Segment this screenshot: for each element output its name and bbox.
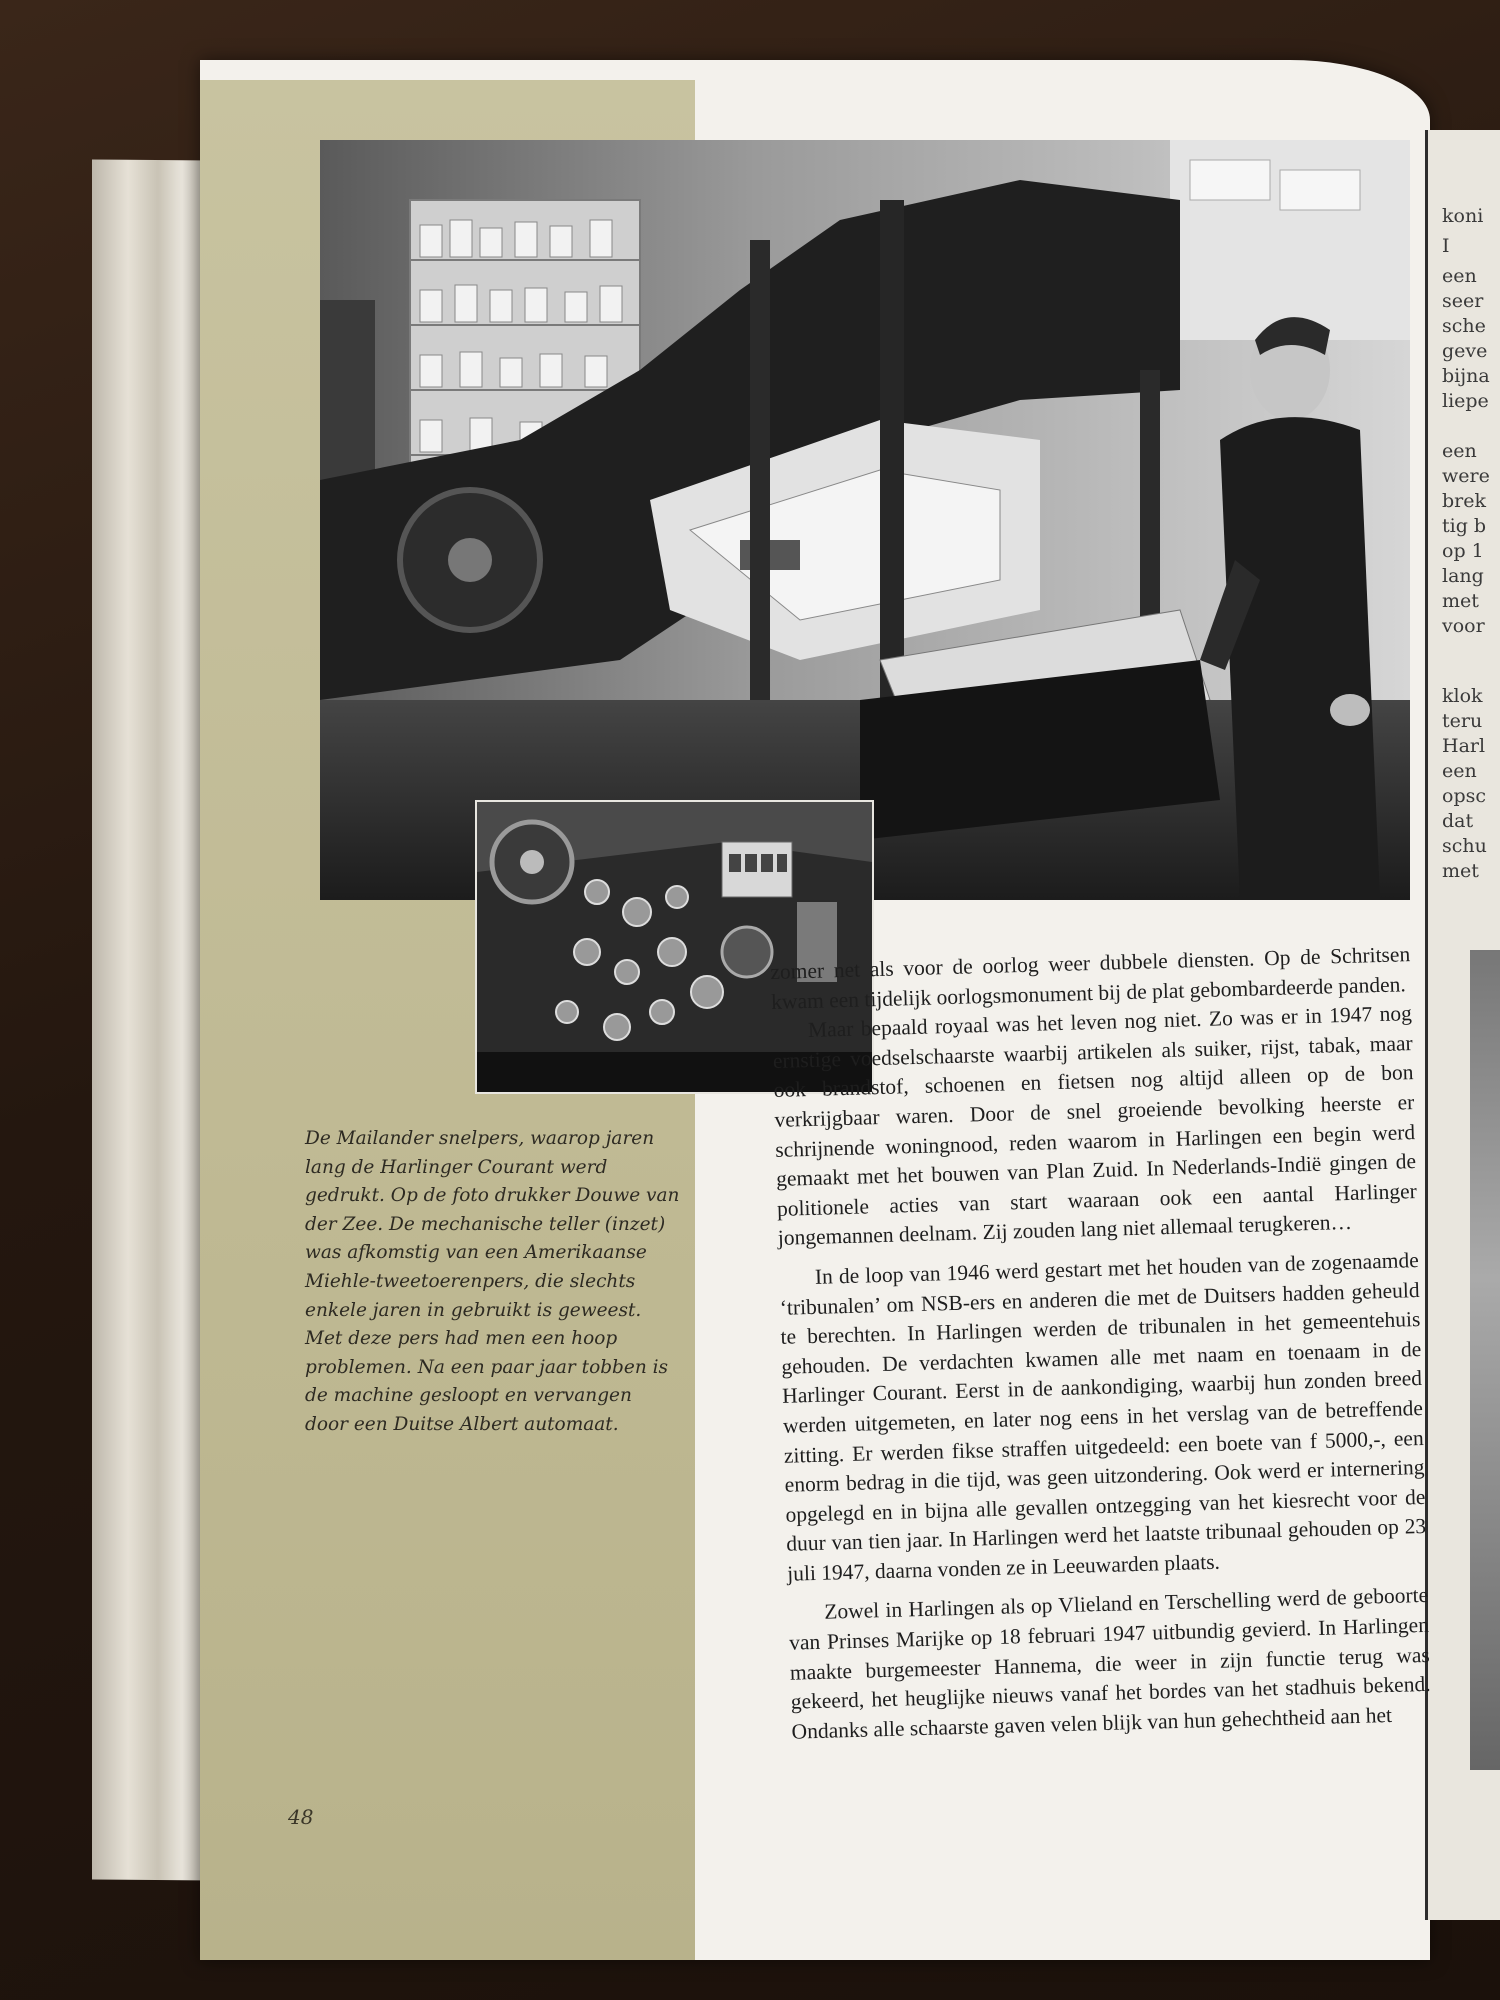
facing-page-text: met (1442, 590, 1479, 612)
facing-page-text: seer (1442, 290, 1484, 312)
facing-page-text: teru (1442, 710, 1483, 732)
body-text (770, 940, 1432, 1747)
facing-page-text: liepe (1442, 390, 1489, 412)
facing-page-text: voor (1442, 615, 1485, 637)
facing-page-text: een (1442, 440, 1477, 462)
page-stack-edge (92, 159, 212, 1880)
facing-page-text: schu (1442, 835, 1487, 857)
paragraph-2: Maar bepaald royaal was het leven nog niet. Zo was er in 1947 nog ernstige voedselschaarste waarbij artikelen als suiker, rijst, tabak, maar ook brandstof, schoenen en fietsen nog altijd alleen op de bon verkrijgbaar waren. Door de snel groeiende bevolking heerste er schrijnende woningnood, reden waarom in Harlingen een begin werd gemaakt met het bouwen van Plan Zuid. In Nederlands-Indië gingen de politionele acties van start waaraan ook een aantal Harlinger jongemannen deelnam. Zij zouden lang niet allemaal terugkeren… (772, 1001, 1418, 1251)
facing-page-text: op 1 (1442, 540, 1484, 562)
facing-page-text: dat (1442, 810, 1474, 832)
paragraph-1: zomer net als voor de oorlog weer dubbele diensten. Op de Schritsen kwam een tijdelijk oorlogsmonument bij de plat gebombardeerde panden. (770, 942, 1411, 1014)
facing-page-text: lang (1442, 565, 1484, 587)
facing-page-text: klok (1442, 685, 1483, 707)
facing-page-text: een (1442, 760, 1477, 782)
facing-page-text: met (1442, 860, 1479, 882)
printing-press-photo (320, 140, 1410, 900)
facing-page-text: Harl (1442, 735, 1486, 757)
facing-page-text: een (1442, 265, 1477, 287)
facing-page-text: opsc (1442, 785, 1486, 807)
facing-page-text: tig b (1442, 515, 1487, 537)
facing-page-text: koni (1442, 205, 1484, 227)
facing-page-text: I (1442, 235, 1450, 257)
facing-page-text: sche (1442, 315, 1486, 337)
facing-page-text: geve (1442, 340, 1488, 362)
facing-page-photo (1470, 950, 1500, 1770)
facing-page-text: were (1442, 465, 1490, 487)
page-number: 48 (288, 1805, 314, 1829)
paragraph-3: In de loop van 1946 werd gestart met het houden van de zogenaamde ‘tribunalen’ om NSB-ers en anderen die met de Duitsers hadden geheuld te berechten. In Harlingen werden de tribunalen in het gemeentehuis gehouden. De verdachten kwamen alle met naam en toenaam in de Harlinger Courant. Eerst in de aankondiging, waarbij hun zonden breed werden uitgemeten, en later nog eens in het verslag van de betreffende zitting. Er werden fikse straffen uitgedeeld: een boete van f 5000,-, een enorm bedrag in die tijd, was geen uitzondering. Ook werd er internering opgelegd en in bijna alle gevallen ontzegging van het kiesrecht voor de duur van tien jaar. In Harlingen werd het laatste tribunaal gehouden op 23 juli 1947, daarna vonden ze in Leeuwarden plaats. (779, 1247, 1427, 1586)
paragraph-4: Zowel in Harlingen als op Vlieland en Terschelling werd de geboorte van Prinses Marijke op 18 februari 1947 uitbundig gevierd. In Harlingen maakte burgemeester Hannema, die weer in zijn functie terug was gekeerd, het heuglijke nieuws vanaf het bordes van het stadhuis bekend. Ondanks alle schaarste gaven velen blijk van hun gehechtheid aan het (788, 1583, 1431, 1744)
facing-page-text: brek (1442, 490, 1487, 512)
photo-caption: De Mailander snelpers, waarop jaren lang de Harlinger Courant werd gedrukt. Op de foto drukker Douwe van der Zee. De mechanische teller (inzet) was afkomstig van een Amerikaanse Miehle-tweetoerenpers, die slechts enkele jaren in gebruikt is geweest. Met deze pers had men een hoop problemen. Na een paar jaar tobben is de machine gesloopt en vervangen door een Duitse Albert automaat. (305, 1128, 680, 1435)
facing-page-text: bijna (1442, 365, 1490, 387)
